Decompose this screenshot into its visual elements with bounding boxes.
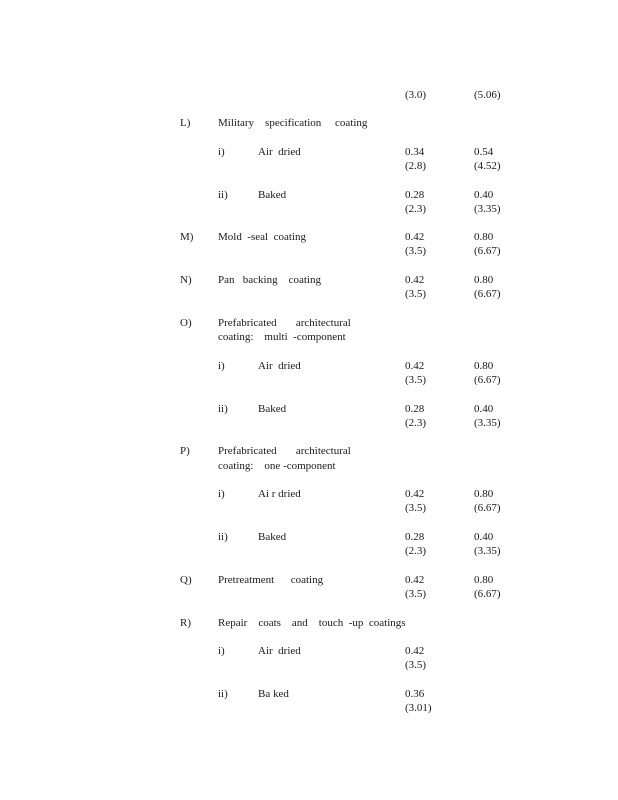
value-cell: (3.5) bbox=[405, 245, 427, 257]
item-number: i) bbox=[218, 360, 225, 372]
item-label: Baked bbox=[258, 403, 287, 415]
section-title: Military specification coating bbox=[218, 117, 368, 129]
item-number: ii) bbox=[218, 531, 228, 543]
item-number: ii) bbox=[218, 403, 228, 415]
value-cell: (3.5) bbox=[405, 502, 427, 514]
item-number: i) bbox=[218, 645, 225, 657]
value-cell: 0.80 bbox=[474, 488, 494, 500]
section-title: Prefabricated architectural bbox=[218, 317, 351, 329]
value-cell: (4.52) bbox=[474, 160, 501, 172]
section-title: Pan backing coating bbox=[218, 274, 321, 286]
value-cell: 0.54 bbox=[474, 146, 494, 158]
item-label: Air dried bbox=[258, 360, 301, 372]
value-cell: 0.42 bbox=[405, 231, 425, 243]
value-cell: 0.40 bbox=[474, 531, 494, 543]
value-cell: 0.42 bbox=[405, 574, 425, 586]
section-letter: L) bbox=[180, 117, 191, 129]
section-letter: M) bbox=[180, 231, 194, 243]
value-cell: (3.35) bbox=[474, 545, 501, 557]
item-number: i) bbox=[218, 488, 225, 500]
value-cell: 0.42 bbox=[405, 488, 425, 500]
value-cell: 0.28 bbox=[405, 531, 425, 543]
value-cell: 0.40 bbox=[474, 189, 494, 201]
value-cell: 0.80 bbox=[474, 574, 494, 586]
section-title: Prefabricated architectural bbox=[218, 445, 351, 457]
section-title: Mold -seal coating bbox=[218, 231, 306, 243]
item-label: Air dried bbox=[258, 645, 301, 657]
value-cell: (6.67) bbox=[474, 588, 501, 600]
item-number: ii) bbox=[218, 189, 228, 201]
value-cell: (3.5) bbox=[405, 374, 427, 386]
item-number: i) bbox=[218, 146, 225, 158]
section-letter: R) bbox=[180, 617, 191, 629]
value-cell: (3.5) bbox=[405, 588, 427, 600]
item-number: ii) bbox=[218, 688, 228, 700]
section-title-cont: coating: multi -component bbox=[218, 331, 346, 343]
value-cell: (2.8) bbox=[405, 160, 427, 172]
value-cell: (6.67) bbox=[474, 288, 501, 300]
value-cell: 0.42 bbox=[405, 645, 425, 657]
value-cell: (2.3) bbox=[405, 545, 427, 557]
value-cell: 0.42 bbox=[405, 274, 425, 286]
value-cell: 0.42 bbox=[405, 360, 425, 372]
value-cell: 0.36 bbox=[405, 688, 425, 700]
value-cell: (6.67) bbox=[474, 245, 501, 257]
value-cell: (2.3) bbox=[405, 203, 427, 215]
value-cell: (2.3) bbox=[405, 417, 427, 429]
item-label: Baked bbox=[258, 189, 287, 201]
item-label: Ai r dried bbox=[258, 488, 301, 500]
value-cell: 0.40 bbox=[474, 403, 494, 415]
value-cell: (3.5) bbox=[405, 659, 427, 671]
value-cell: (6.67) bbox=[474, 502, 501, 514]
value-cell: 0.34 bbox=[405, 146, 425, 158]
value-cell: 0.80 bbox=[474, 360, 494, 372]
section-title: Pretreatment coating bbox=[218, 574, 324, 586]
section-letter: Q) bbox=[180, 574, 192, 586]
value-cell: (3.0) bbox=[405, 89, 427, 101]
section-letter: N) bbox=[180, 274, 192, 286]
section-letter: P) bbox=[180, 445, 190, 457]
item-label: Ba ked bbox=[258, 688, 289, 700]
value-cell: (3.35) bbox=[474, 203, 501, 215]
value-cell: 0.80 bbox=[474, 231, 494, 243]
value-cell: (3.01) bbox=[405, 702, 432, 714]
section-letter: O) bbox=[180, 317, 192, 329]
value-cell: 0.28 bbox=[405, 403, 425, 415]
value-cell: (5.06) bbox=[474, 89, 501, 101]
value-cell: 0.80 bbox=[474, 274, 494, 286]
value-cell: (6.67) bbox=[474, 374, 501, 386]
item-label: Air dried bbox=[258, 146, 301, 158]
value-cell: (3.35) bbox=[474, 417, 501, 429]
value-cell: (3.5) bbox=[405, 288, 427, 300]
section-title-cont: coating: one -component bbox=[218, 460, 336, 472]
section-title: Repair coats and touch -up coatings bbox=[218, 617, 406, 629]
item-label: Baked bbox=[258, 531, 287, 543]
value-cell: 0.28 bbox=[405, 189, 425, 201]
